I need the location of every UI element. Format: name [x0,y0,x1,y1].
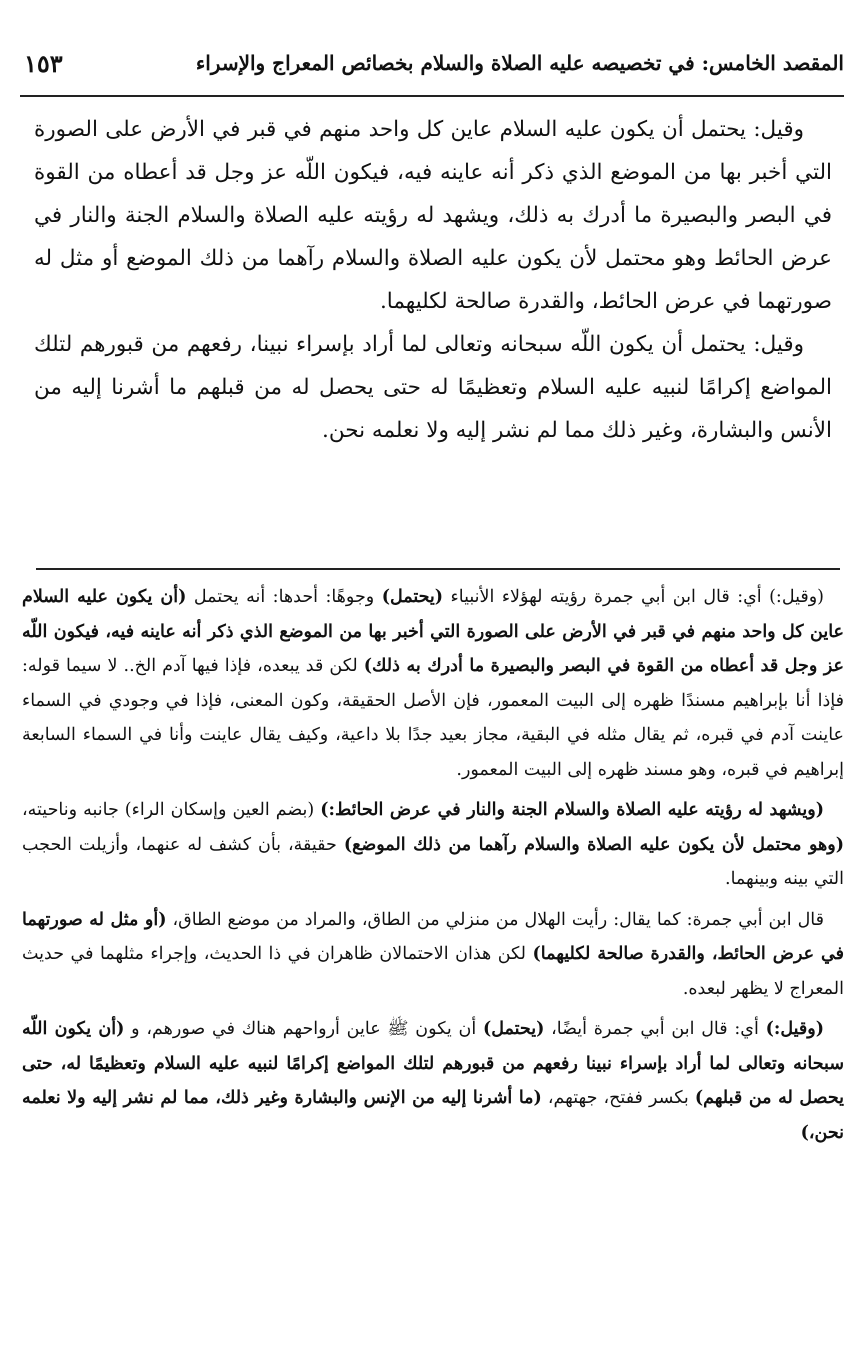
note-text: (وقيل:) أي: قال ابن أبي جمرة رؤيته لهؤلاء الأنبياء [443,587,825,607]
main-text [34,108,832,452]
commentary-paragraph [22,903,844,1007]
header-rule [20,95,844,97]
note-text: بكسر ففتح، جهتهم، [541,1088,695,1108]
note-bold: (وقيل:) [765,1019,824,1039]
note-bold: (وهو محتمل لأن يكون عليه الصلاة والسلام رآهما من ذلك الموضع) [343,834,844,855]
note-text: أن يكون ﷺ عاين أرواحهم هناك في صورهم، و [124,1019,483,1039]
note-bold: (يحتمل) [381,587,444,607]
note-bold: (أن يكون اللّه سبحانه وتعالى لما أراد بإسراء نبينا رفعهم من قبورهم لتلك المواضع إكرامًا لنبيه عليه السلام وتعظيمًا له، حتى يحصل له من قبلهم) [22,1019,844,1108]
note-text: حقيقة، بأن كشف له عنهما، وأزيلت الحجب التي بينه وبينهما. [22,834,844,889]
page-number: ١٥٣ [24,48,63,78]
main-paragraph: وقيل: يحتمل أن يكون اللّه سبحانه وتعالى لما أراد بإسراء نبينا، رفعهم من قبورهم لتلك المواضع إكرامًا لنبيه عليه السلام وتعظيمًا له حتى يحصل له من قبلهم ما أشرنا إليه من الأنس والبشارة، وغير ذلك مما لم نشر إليه ولا نعلمه نحن. [34,332,832,443]
note-text: وجوهًا: أحدها: أنه يحتمل [186,587,382,607]
note-text: أي: قال ابن أبي جمرة أيضًا، [544,1019,766,1039]
commentary-paragraph [22,580,844,787]
commentary-paragraph [22,793,844,897]
note-bold: (ما أشرنا إليه من الإنس والبشارة وغير ذلك، مما لم نشر إليه ولا نعلمه نحن،) [22,1088,844,1143]
note-bold: (ويشهد له رؤيته عليه الصلاة والسلام الجنة والنار في عرض الحائط:) [320,800,824,820]
note-bold: (أن يكون عليه السلام عاين كل واحد منهم في قبر في الأرض على الصورة التي أخبر بها من الموضع الذي ذكر أنه عاينه فيه، فيكون اللّه عز وجل قد أعطاه من القوة في البصر والبصيرة ما أدرك به ذلك) [22,587,844,676]
note-text: قال ابن أبي جمرة: كما يقال: رأيت الهلال من منزلي من الطاق، والمراد من موضع الطاق، [166,909,824,930]
footnote-rule [36,568,840,570]
page-header [24,38,844,88]
note-text: (بضم العين وإسكان الراء) جانبه وناحيته، [22,800,321,820]
commentary-paragraph [22,1012,844,1150]
note-bold: (أو مثل له صورتهما في عرض الحائط، والقدرة صالحة لكليهما) [22,909,844,964]
note-text: لكن هذان الاحتمالان ظاهران في ذا الحديث، وإجراء مثلهما في حديث المعراج لا يظهر لبعده. [22,944,844,999]
main-paragraph: وقيل: يحتمل أن يكون عليه السلام عاين كل واحد منهم في قبر في الأرض على الصورة التي أخبر بها من الموضع الذي ذكر أنه عاينه فيه، فيكون اللّه عز وجل قد أعطاه من القوة في البصر والبصيرة ما أدرك به ذلك، ويشهد له رؤيته عليه الصلاة والسلام الجنة والنار في عرض الحائط وهو محتمل لأن يكون عليه الصلاة والسلام رآهما من ذلك الموضع أو مثل له صورتهما في عرض الحائط، والقدرة صالحة لكليهما. [34,117,832,314]
note-bold: (يحتمل) [482,1019,545,1039]
running-title: المقصد الخامس: في تخصيصه عليه الصلاة والسلام بخصائص المعراج والإسراء [195,51,844,75]
note-text: لكن قد يبعده، فإذا فيها آدم الخ.. لا سيما قوله: فإذا أنا بإبراهيم مسندًا ظهره إلى البيت المعمور، فإن الأصل الحقيقة، وكون المعنى، فإذا في وجودي في السماء عاينت آدم في قبره، ثم يقال مثله في البقية، مجاز بعيد جدًا بلا داعية، وكيف يقال عاينت وأنا في السماء السابعة إبراهيم في قبره، وهو مسند ظهره إلى البيت المعمور. [22,656,844,780]
commentary [22,580,844,1156]
